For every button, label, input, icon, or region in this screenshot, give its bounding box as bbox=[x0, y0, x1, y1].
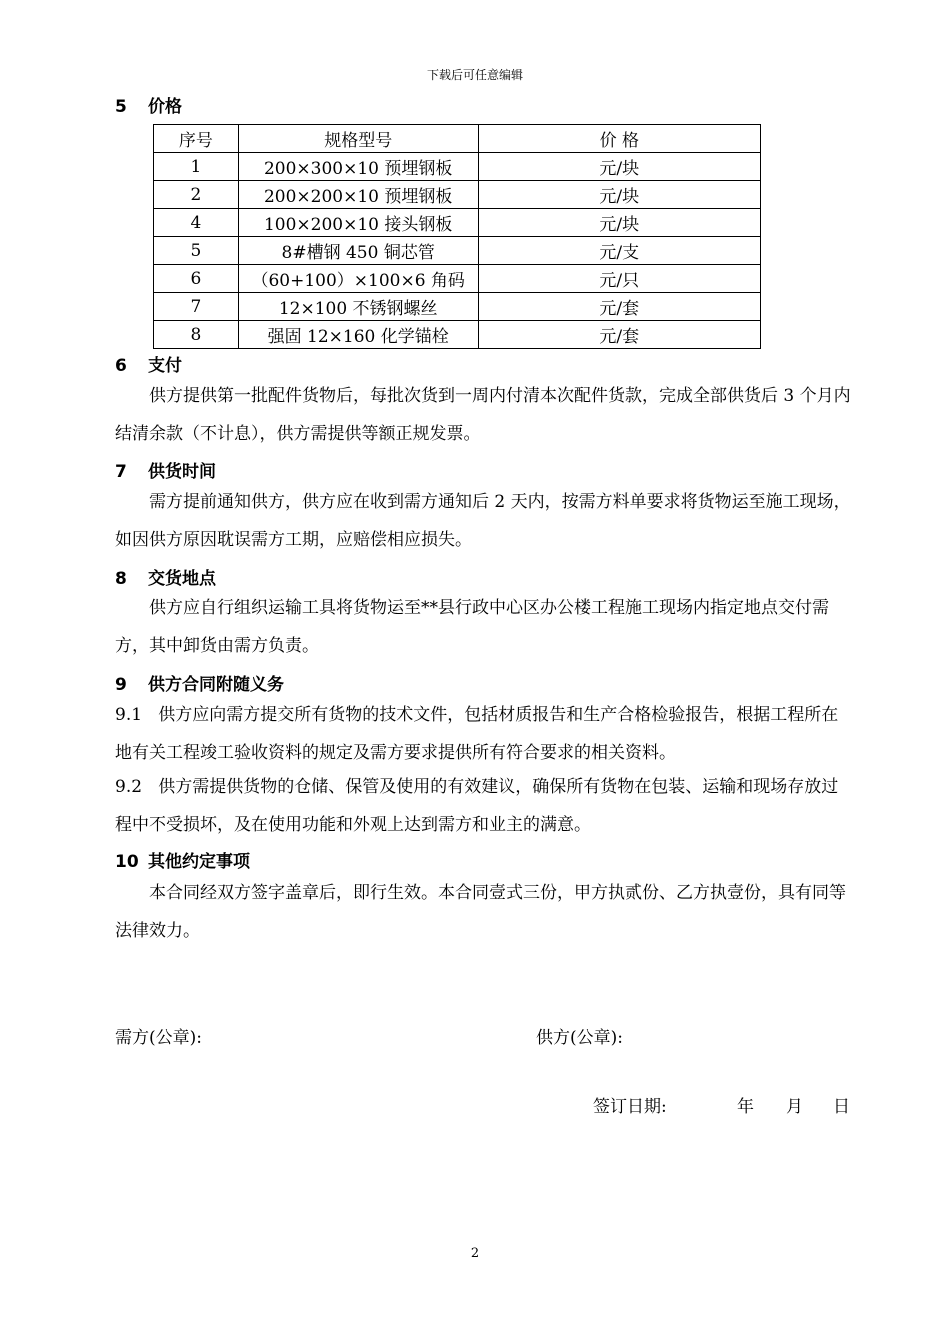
section-title: 支付 bbox=[148, 356, 182, 376]
delivery-time-text: 需方提前通知供方，供方应在收到需方通知后 2 天内，按需方料单要求将货物运至施工现场，如因供方原因耽误需方工期，应赔偿相应损失。 bbox=[115, 492, 851, 550]
cell-no: 4 bbox=[154, 209, 239, 237]
cell-price: 元/套 bbox=[478, 293, 760, 321]
section-title: 供方合同附随义务 bbox=[148, 675, 284, 695]
clause-number: 9.1 bbox=[115, 705, 143, 725]
cell-spec: 12×100 不锈钢螺丝 bbox=[238, 293, 478, 321]
table-row bbox=[154, 321, 761, 349]
table-header-row bbox=[154, 125, 761, 153]
section-heading-payment bbox=[115, 351, 182, 376]
section-title: 交货地点 bbox=[148, 569, 216, 589]
section-number: 9 bbox=[115, 675, 127, 695]
other-text: 本合同经双方签字盖章后，即行生效。本合同壹式三份，甲方执贰份、乙方执壹份，具有同等法律效力。 bbox=[115, 883, 846, 941]
page-number: 2 bbox=[470, 1246, 480, 1261]
section-heading-delivery-time bbox=[115, 457, 216, 482]
cell-no: 6 bbox=[154, 265, 239, 293]
cell-price: 元/块 bbox=[478, 153, 760, 181]
cell-no: 2 bbox=[154, 181, 239, 209]
section-title: 价格 bbox=[148, 97, 182, 117]
date-month-label: 月 bbox=[786, 1097, 803, 1117]
buyer-seal-label: 需方(公章): bbox=[115, 1028, 202, 1048]
column-header-spec: 规格型号 bbox=[238, 125, 478, 153]
cell-price: 元/块 bbox=[478, 181, 760, 209]
section-heading-other bbox=[115, 847, 250, 872]
section-title: 供货时间 bbox=[148, 462, 216, 482]
delivery-place-paragraph bbox=[115, 589, 853, 665]
section-number: 8 bbox=[115, 569, 127, 589]
cell-spec: 200×300×10 预埋钢板 bbox=[238, 153, 478, 181]
table-row bbox=[154, 293, 761, 321]
section-heading-delivery-place bbox=[115, 564, 216, 589]
cell-spec: 200×200×10 预埋钢板 bbox=[238, 181, 478, 209]
table-row bbox=[154, 237, 761, 265]
obligation-9-2-text: 供方需提供货物的仓储、保管及使用的有效建议，确保所有货物在包装、运输和现场存放过程中不受损坏，及在使用功能和外观上达到需方和业主的满意。 bbox=[115, 777, 839, 835]
table-row bbox=[154, 265, 761, 293]
signing-date-label: 签订日期: bbox=[593, 1097, 667, 1117]
table-row bbox=[154, 153, 761, 181]
delivery-place-text: 供方应自行组织运输工具将货物运至**县行政中心区办公楼工程施工现场内指定地点交付需方，其中卸货由需方负责。 bbox=[115, 598, 829, 656]
column-header-no: 序号 bbox=[154, 125, 239, 153]
column-header-price: 价 格 bbox=[478, 125, 760, 153]
section-heading-obligations bbox=[115, 670, 284, 695]
cell-price: 元/只 bbox=[478, 265, 760, 293]
other-paragraph bbox=[115, 874, 853, 950]
page-header: 下载后可任意编辑 bbox=[426, 68, 523, 82]
obligation-9-1-text: 供方应向需方提交所有货物的技术文件，包括材质报告和生产合格检验报告，根据工程所在地有关工程竣工验收资料的规定及需方要求提供所有符合要求的相关资料。 bbox=[115, 705, 839, 763]
table-row bbox=[154, 209, 761, 237]
section-number: 6 bbox=[115, 356, 127, 376]
date-day-label: 日 bbox=[833, 1097, 850, 1117]
section-title: 其他约定事项 bbox=[148, 852, 250, 872]
payment-paragraph bbox=[115, 377, 853, 453]
section-number: 10 bbox=[115, 852, 139, 872]
cell-no: 5 bbox=[154, 237, 239, 265]
supplier-seal-label: 供方(公章): bbox=[536, 1028, 623, 1048]
table-row bbox=[154, 181, 761, 209]
obligation-9-1-paragraph bbox=[115, 696, 853, 772]
obligation-9-2-paragraph bbox=[115, 768, 853, 844]
payment-text: 供方提供第一批配件货物后，每批次货到一周内付清本次配件货款，完成全部供货后 3 个月内结清余款（不计息），供方需提供等额正规发票。 bbox=[115, 386, 851, 444]
cell-price: 元/块 bbox=[478, 209, 760, 237]
cell-spec: 强固 12×160 化学锚栓 bbox=[238, 321, 478, 349]
section-number: 5 bbox=[115, 97, 127, 117]
cell-price: 元/支 bbox=[478, 237, 760, 265]
section-heading-price bbox=[115, 92, 182, 117]
cell-no: 8 bbox=[154, 321, 239, 349]
price-table bbox=[153, 124, 761, 349]
cell-no: 1 bbox=[154, 153, 239, 181]
cell-no: 7 bbox=[154, 293, 239, 321]
date-year-label: 年 bbox=[737, 1097, 754, 1117]
clause-number: 9.2 bbox=[115, 777, 143, 797]
cell-price: 元/套 bbox=[478, 321, 760, 349]
delivery-time-paragraph bbox=[115, 483, 853, 559]
cell-spec: （60+100）×100×6 角码 bbox=[238, 265, 478, 293]
section-number: 7 bbox=[115, 462, 127, 482]
cell-spec: 100×200×10 接头钢板 bbox=[238, 209, 478, 237]
cell-spec: 8#槽钢 450 铜芯管 bbox=[238, 237, 478, 265]
